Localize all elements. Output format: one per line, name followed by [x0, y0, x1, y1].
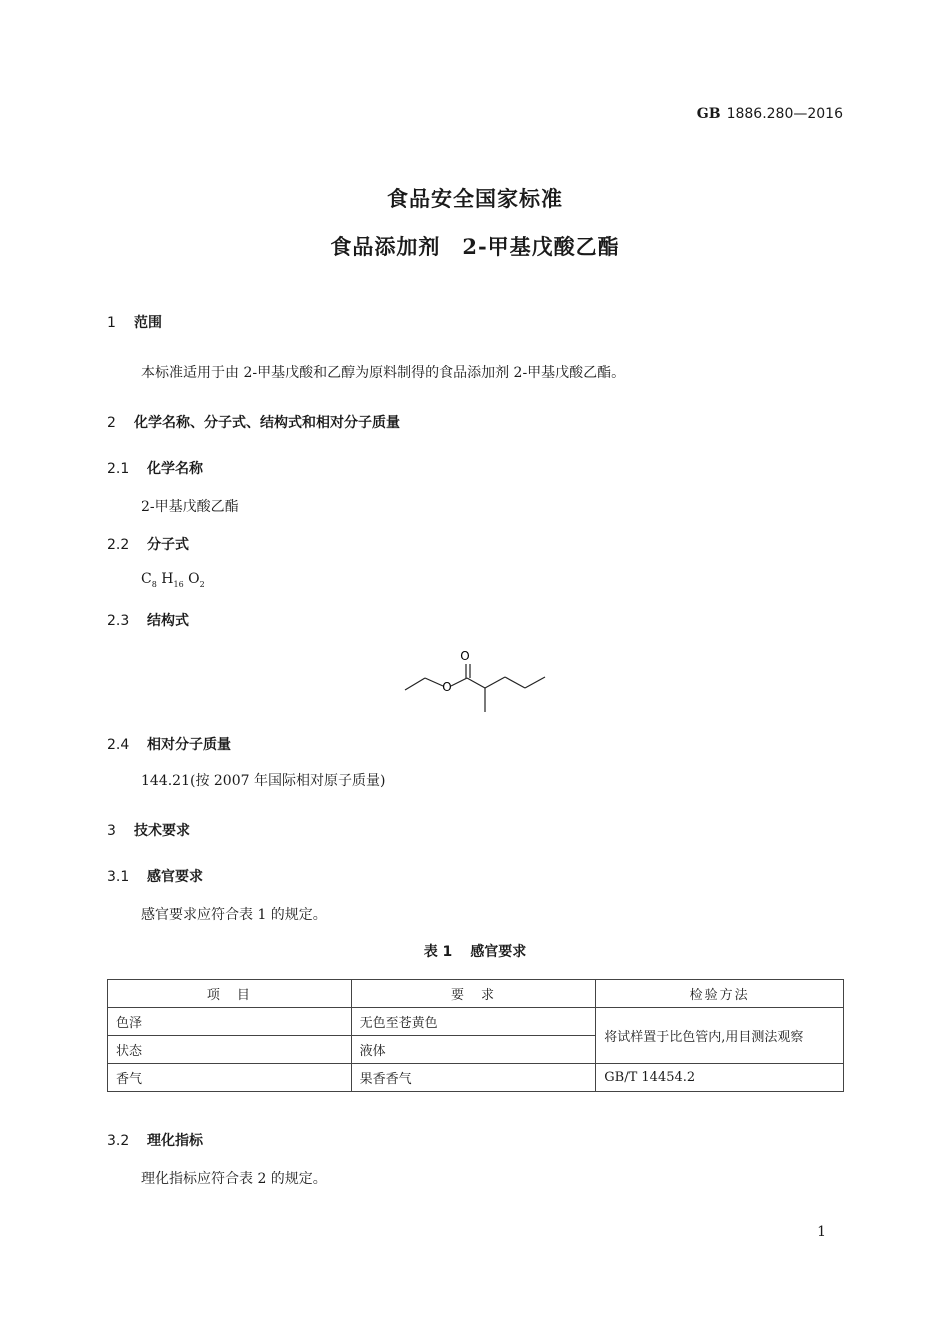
section-2-heading	[107, 412, 400, 432]
section-title: 化学名称	[147, 461, 203, 477]
sensory-requirements-table	[107, 979, 844, 1092]
table-row	[108, 1008, 844, 1036]
section-title: 理化指标	[147, 1133, 203, 1149]
section-2-2-heading	[107, 534, 189, 554]
cell-item: 状态	[108, 1036, 352, 1064]
section-title: 化学名称、分子式、结构式和相对分子质量	[134, 415, 400, 431]
section-title: 结构式	[147, 613, 189, 629]
cell-item: 色泽	[108, 1008, 352, 1036]
section-title: 感官要求	[147, 869, 203, 885]
table-header-row	[108, 980, 844, 1008]
table-1-caption	[0, 941, 950, 961]
document-title-line1: 食品安全国家标准	[387, 186, 563, 211]
section-3-2-text: 理化指标应符合表 2 的规定。	[141, 1171, 327, 1187]
table-number: 表 1	[423, 944, 453, 960]
chemical-name: 2-甲基戊酸乙酯	[141, 499, 239, 515]
cell-requirement: 果香香气	[351, 1064, 596, 1092]
section-3-1-text: 感官要求应符合表 1 的规定。	[141, 907, 327, 923]
table-title: 感官要求	[470, 944, 527, 960]
header-item: 项 目	[108, 980, 352, 1008]
section-title: 范围	[134, 315, 162, 331]
standard-prefix: GB	[696, 106, 721, 122]
cell-requirement: 液体	[351, 1036, 596, 1064]
section-number: 3.2	[107, 1133, 130, 1149]
section-3-heading	[107, 820, 190, 840]
section-3-1-heading	[107, 866, 203, 886]
molecular-formula: $C_8$ $H_{16}$ $O_2$	[141, 571, 205, 589]
section-title: 技术要求	[134, 823, 190, 839]
cell-test-method: 将试样置于比色管内,用目测法观察	[596, 1008, 844, 1064]
section-number: 3	[107, 823, 116, 839]
section-title: 分子式	[147, 537, 189, 553]
carbonyl-oxygen-label: O	[460, 649, 470, 663]
table-row	[108, 1064, 844, 1092]
cell-requirement: 无色至苍黄色	[351, 1008, 596, 1036]
section-2-4-heading	[107, 734, 231, 754]
section-number: 2.4	[107, 737, 130, 753]
section-number: 1	[107, 315, 116, 331]
ester-oxygen-label: O	[442, 680, 452, 694]
header-requirement: 要 求	[351, 980, 596, 1008]
structural-formula	[395, 640, 555, 720]
cell-item: 香气	[108, 1064, 352, 1092]
section-1-heading	[107, 312, 162, 332]
cell-test-method: GB/T 14454.2	[596, 1064, 844, 1092]
section-2-3-heading	[107, 610, 189, 630]
header-test-method: 检验方法	[596, 980, 844, 1008]
molecular-weight: 144.21(按 2007 年国际相对原子质量)	[141, 773, 386, 789]
section-1-text: 本标准适用于由 2-甲基戊酸和乙醇为原料制得的食品添加剂 2-甲基戊酸乙酯。	[141, 365, 626, 381]
section-2-1-heading	[107, 458, 203, 478]
section-title: 相对分子质量	[147, 737, 231, 753]
standard-code	[697, 106, 843, 122]
section-number: 2	[107, 415, 116, 431]
section-number: 2.3	[107, 613, 130, 629]
section-number: 3.1	[107, 869, 130, 885]
section-3-2-heading	[107, 1130, 203, 1150]
standard-number: 1886.280—2016	[726, 106, 843, 122]
page-number: 1	[817, 1224, 826, 1240]
document-title-line2: 食品添加剂 2-甲基戊酸乙酯	[330, 234, 620, 259]
section-number: 2.1	[107, 461, 130, 477]
section-number: 2.2	[107, 537, 130, 553]
